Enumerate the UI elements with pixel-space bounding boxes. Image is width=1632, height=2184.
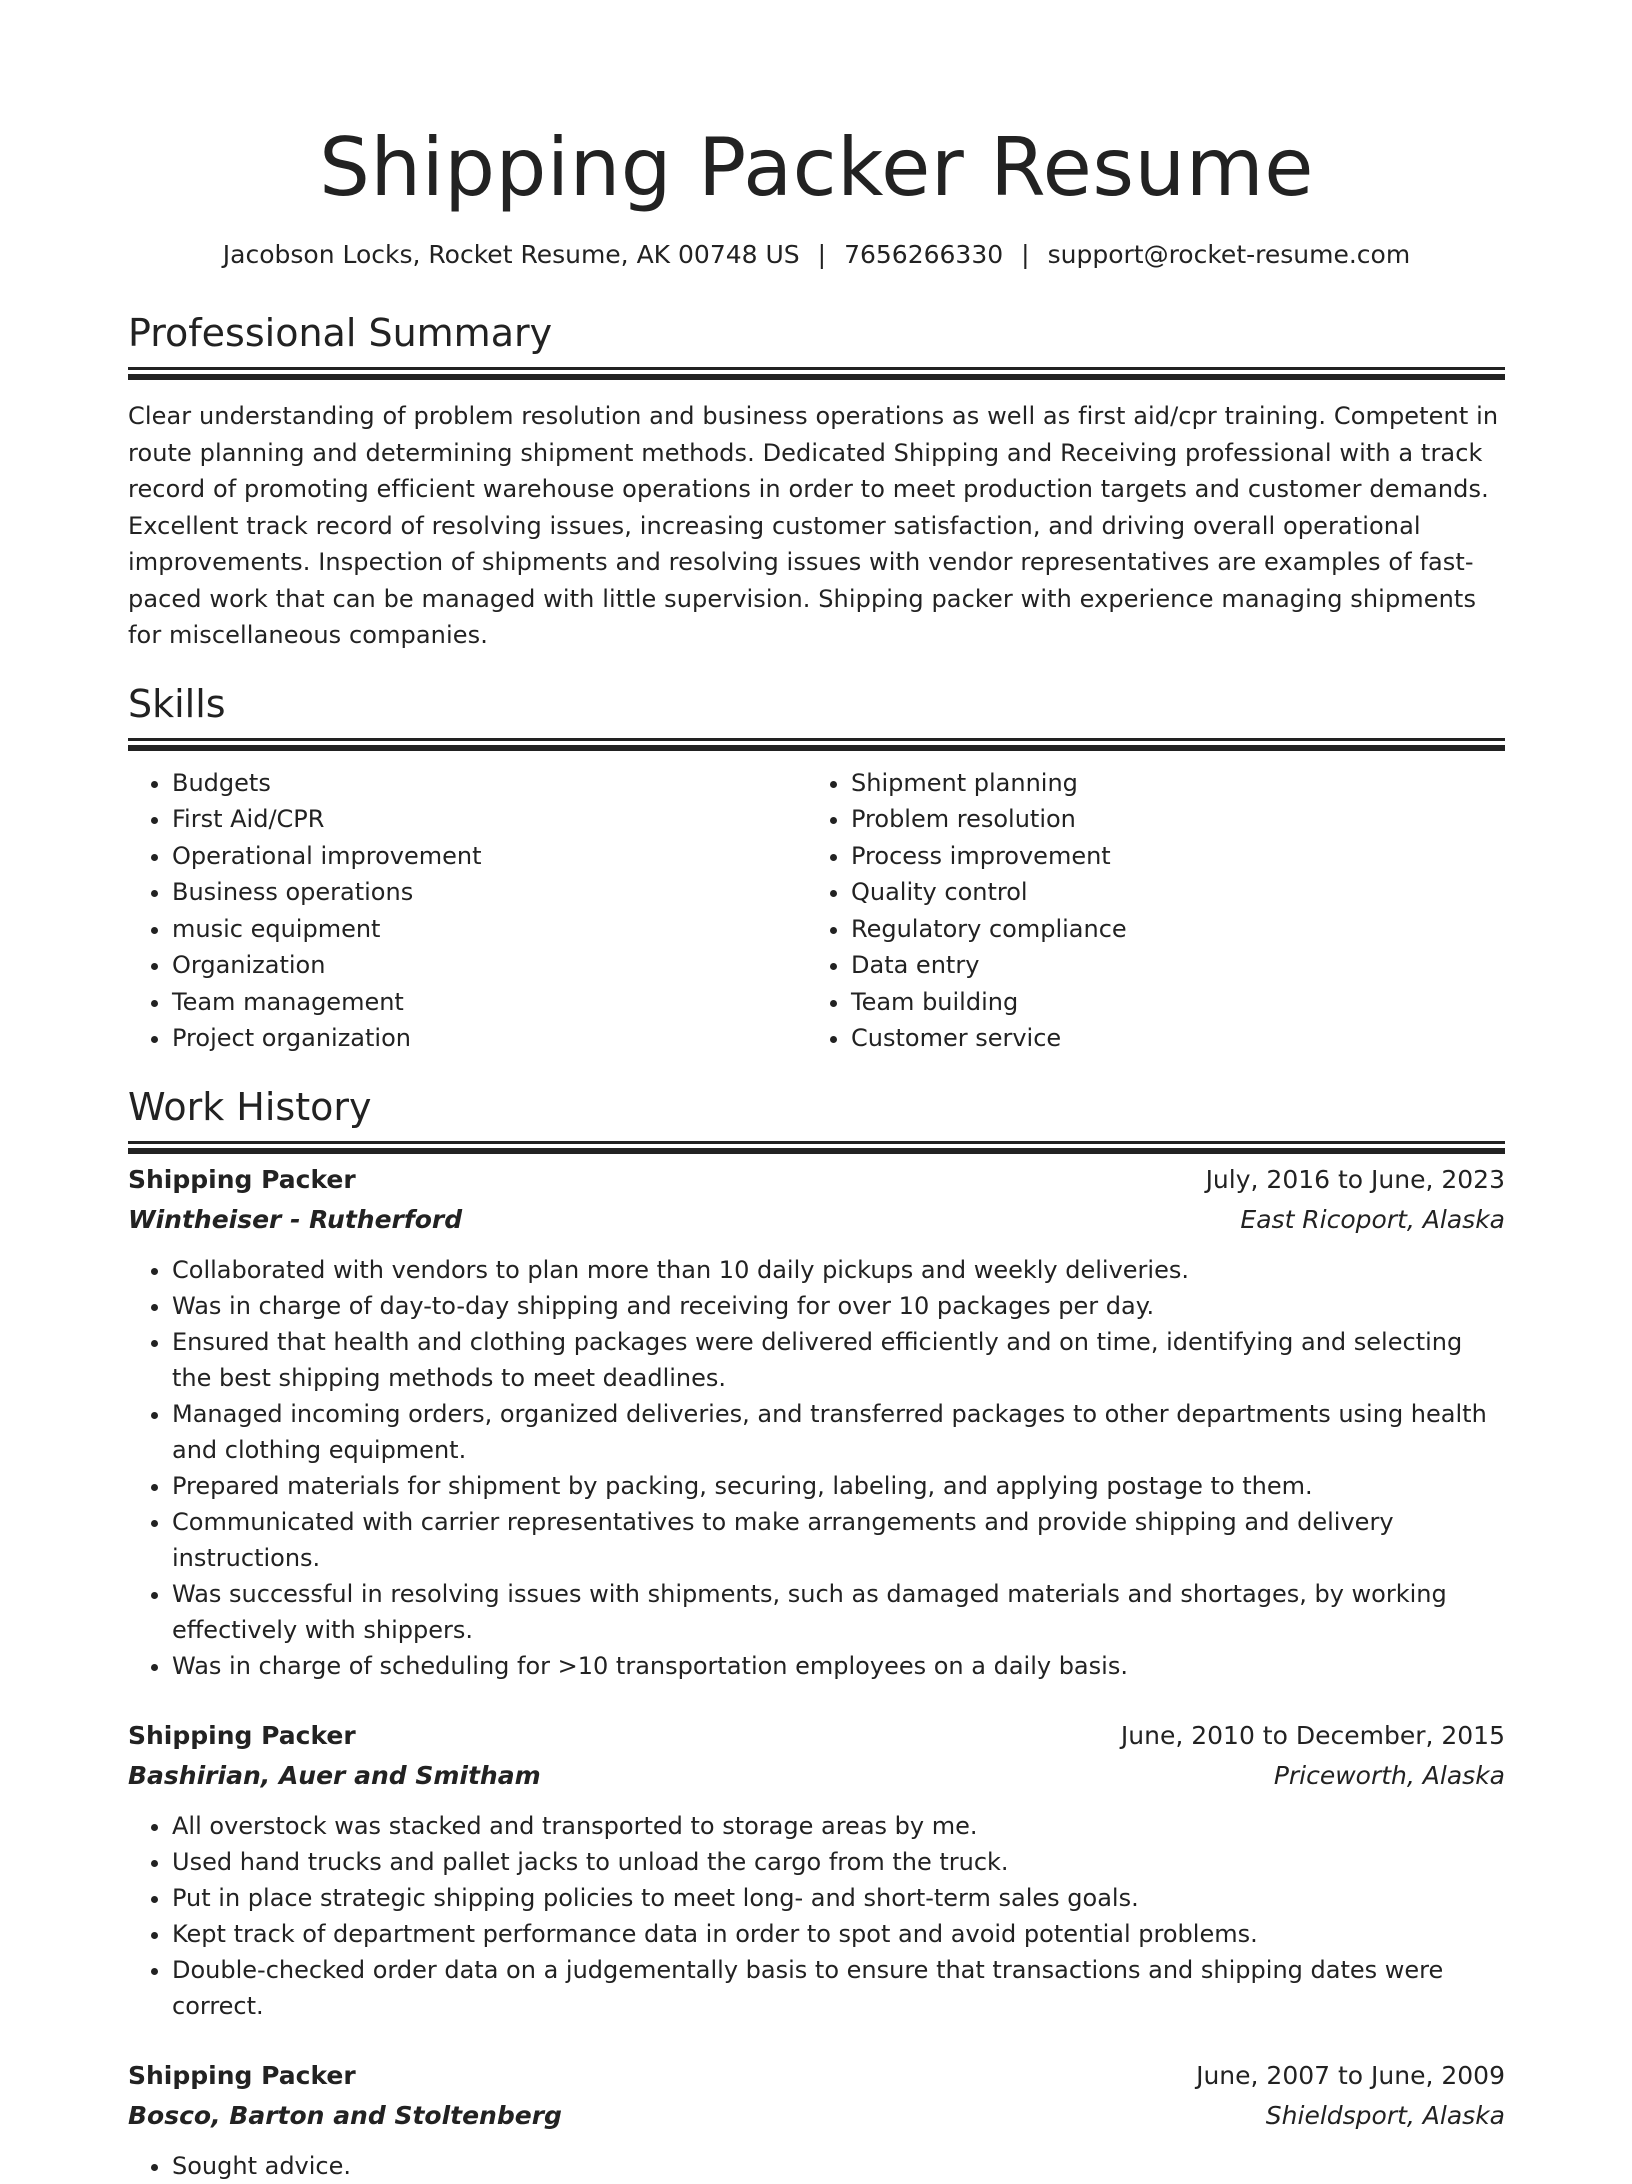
contact-separator: | <box>1021 240 1030 269</box>
job-subheader-row <box>128 1756 1505 1796</box>
job-bullet: • Managed incoming orders, organized deliveries, and transferred packages to other departments using health and clothing equipment. <box>172 1396 1505 1468</box>
job-bullets <box>128 1252 1505 1684</box>
skill-item: • Customer service <box>851 1020 1486 1057</box>
contact-separator: | <box>817 240 827 269</box>
skill-item: • Process improvement <box>851 838 1486 875</box>
job-title: Shipping Packer <box>128 1164 356 1194</box>
section-divider <box>128 367 1505 370</box>
skill-item: • Operational improvement <box>172 838 807 875</box>
summary-heading: Professional Summary <box>128 311 553 355</box>
job-bullet: • Ensured that health and clothing packages were delivered efficiently and on time, identifying and selecting the best shipping methods to meet deadlines. <box>172 1324 1505 1396</box>
skill-item: • Regulatory compliance <box>851 911 1486 948</box>
job-header-row <box>128 1716 1505 1756</box>
job-company: Wintheiser - Rutherford <box>128 1204 463 1234</box>
contact-line <box>128 238 1505 272</box>
job-bullet: • Collaborated with vendors to plan more than 10 daily pickups and weekly deliveries. <box>172 1252 1505 1288</box>
skills-list-right <box>807 765 1486 1057</box>
skill-item: • music equipment <box>172 911 807 948</box>
skill-item: • Problem resolution <box>851 801 1486 838</box>
job-location: East Ricoport, Alaska <box>1240 1204 1505 1234</box>
job-bullet: • Communicated with carrier representatives to make arrangements and provide shipping and delivery instructions. <box>172 1504 1505 1576</box>
job-title: Shipping Packer <box>128 2060 356 2090</box>
job-bullet: • Double-checked order data on a judgementally basis to ensure that transactions and shipping dates were correct. <box>172 1952 1505 2024</box>
job-bullet: • All overstock was stacked and transported to storage areas by me. <box>172 1808 1505 1844</box>
job-dates: June, 2007 to June, 2009 <box>1196 2060 1505 2090</box>
contact-email[interactable]: support@rocket-resume.com <box>1047 240 1411 269</box>
resume-title: Shipping Packer Resume <box>319 121 1314 214</box>
job-subheader-row <box>128 2096 1505 2136</box>
skills-list-left <box>128 765 807 1057</box>
skill-item: • Shipment planning <box>851 765 1486 802</box>
section-divider <box>128 1141 1505 1144</box>
job-bullet: • Was in charge of day-to-day shipping and receiving for over 10 packages per day. <box>172 1288 1505 1324</box>
skill-item: • Budgets <box>172 765 807 802</box>
job-location: Shieldsport, Alaska <box>1265 2100 1505 2130</box>
job-entry <box>128 1716 1505 2024</box>
skill-item: • Data entry <box>851 947 1486 984</box>
job-dates: June, 2010 to December, 2015 <box>1120 1720 1505 1750</box>
skills-columns <box>128 765 1505 1057</box>
contact-phone: 7656266330 <box>844 240 1004 269</box>
job-entry <box>128 1160 1505 1684</box>
job-header-row <box>128 1160 1505 1200</box>
job-bullet: • Kept track of department performance data in order to spot and avoid potential problems. <box>172 1916 1505 1952</box>
job-bullet: • Was in charge of scheduling for >10 transportation employees on a daily basis. <box>172 1648 1505 1684</box>
job-header-row <box>128 2056 1505 2096</box>
resume-page <box>128 0 1505 2184</box>
work-history-heading: Work History <box>128 1084 372 1129</box>
job-company: Bashirian, Auer and Smitham <box>128 1760 541 1790</box>
section-divider <box>128 738 1505 741</box>
skill-item: • Team building <box>851 984 1486 1021</box>
skill-item: • Business operations <box>172 874 807 911</box>
work-history-section <box>128 1083 1505 2184</box>
job-company: Bosco, Barton and Stoltenberg <box>128 2100 562 2130</box>
job-bullet: • Prepared materials for shipment by packing, securing, labeling, and applying postage to them. <box>172 1468 1505 1504</box>
job-bullet: • Sought advice. <box>172 2148 1505 2184</box>
job-bullet: • Put in place strategic shipping policies to meet long- and short-term sales goals. <box>172 1880 1505 1916</box>
job-entry <box>128 2056 1505 2184</box>
job-location: Priceworth, Alaska <box>1273 1760 1505 1790</box>
job-bullet: • Was successful in resolving issues with shipments, such as damaged materials and shortages, by working effectively with shippers. <box>172 1576 1505 1648</box>
job-subheader-row <box>128 1200 1505 1240</box>
skill-item: • First Aid/CPR <box>172 801 807 838</box>
job-bullets <box>128 1808 1505 2024</box>
job-title: Shipping Packer <box>128 1720 356 1750</box>
skill-item: • Team management <box>172 984 807 1021</box>
skills-section <box>128 680 1505 1057</box>
skill-item: • Quality control <box>851 874 1486 911</box>
job-bullet: • Used hand trucks and pallet jacks to unload the cargo from the truck. <box>172 1844 1505 1880</box>
job-dates: July, 2016 to June, 2023 <box>1205 1164 1505 1194</box>
contact-address: Jacobson Locks, Rocket Resume, AK 00748 US <box>222 240 800 269</box>
summary-text: Clear understanding of problem resolution and business operations as well as first aid/cpr training. Competent in route planning and determining shipment methods. Dedicated Shipping and Receiving professional with a track record of promoting efficient warehouse operations in order to meet production targets and customer demands. Excellent track record of resolving issues, increasing customer satisfaction, and driving overall operational improvements. Inspection of shipments and resolving issues with vendor representatives are examples of fast-paced work that can be managed with little supervision. Shipping packer with experience managing shipments for miscellaneous companies. <box>128 402 1499 649</box>
summary-section <box>128 309 1505 654</box>
skill-item: • Organization <box>172 947 807 984</box>
job-bullets <box>128 2148 1505 2184</box>
skill-item: • Project organization <box>172 1020 807 1057</box>
skills-heading: Skills <box>128 681 226 726</box>
